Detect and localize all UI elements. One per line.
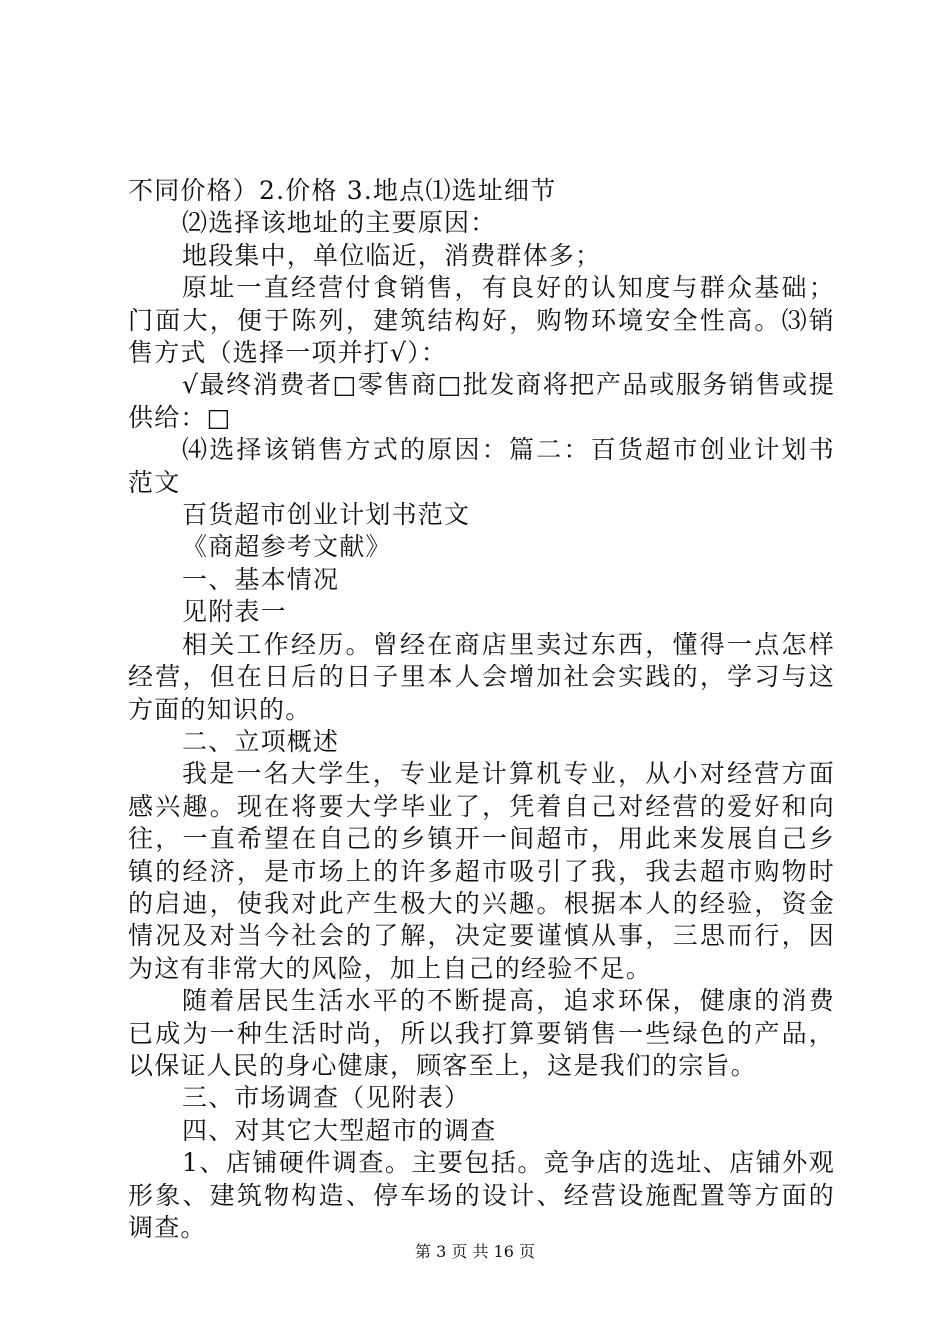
paragraph: 见附表一 bbox=[182, 597, 287, 627]
paragraph: 三、市场调查（见附表） bbox=[182, 1083, 471, 1113]
page-footer: 第 3 页 共 16 页 bbox=[415, 1242, 535, 1261]
paragraph: 1、店铺硬件调查。主要包括。竞争店的选址、店铺外观形象、建筑物构造、停车场的设计、经营设施配置等方面的调查。 bbox=[128, 1148, 835, 1242]
paragraph: 《商超参考文献》 bbox=[182, 532, 392, 562]
paragraph: ⑷选择该销售方式的原因：篇二：百货超市创业计划书范文 bbox=[128, 435, 835, 497]
paragraph: 地段集中，单位临近，消费群体多； bbox=[182, 240, 602, 270]
paragraph: 原址一直经营付食销售，有良好的认知度与群众基础；门面大，便于陈列，建筑结构好，购物环境安全性高。⑶销售方式（选择一项并打√）： bbox=[128, 273, 835, 368]
paragraph: 一、基本情况 bbox=[182, 564, 340, 594]
paragraph: √最终消费者□零售商□批发商将把产品或服务销售或提供给：□ bbox=[128, 370, 835, 432]
paragraph: 百货超市创业计划书范文 bbox=[182, 500, 471, 530]
paragraph: ⑵选择该地址的主要原因： bbox=[182, 208, 497, 238]
paragraph: 二、立项概述 bbox=[182, 726, 340, 756]
paragraph: 我是一名大学生，专业是计算机专业，从小对经营方面感兴趣。现在将要大学毕业了，凭着自己对经营的爱好和向往，一直希望在自己的乡镇开一间超市，用此来发展自己乡镇的经济，是市场上的许多超市吸引了我，我去超市购物时的启迪，使我对此产生极大的兴趣。根据本人的经验，资金情况及对当今社会的了解，决定要谨慎从事，三思而行，因为这有非常大的风险，加上自己的经验不足。 bbox=[128, 759, 835, 983]
paragraph: 随着居民生活水平的不断提高，追求环保，健康的消费已成为一种生活时尚，所以我打算要销售一些绿色的产品，以保证人民的身心健康，顾客至上，这是我们的宗旨。 bbox=[128, 986, 835, 1080]
paragraph: 相关工作经历。曾经在商店里卖过东西，懂得一点怎样经营，但在日后的日子里本人会增加社会实践的，学习与这方面的知识的。 bbox=[128, 629, 835, 724]
paragraph: 不同价格）2.价格 3.地点⑴选址细节 bbox=[128, 176, 557, 205]
paragraph: 四、对其它大型超市的调查 bbox=[182, 1115, 497, 1145]
document-body bbox=[128, 175, 835, 1244]
